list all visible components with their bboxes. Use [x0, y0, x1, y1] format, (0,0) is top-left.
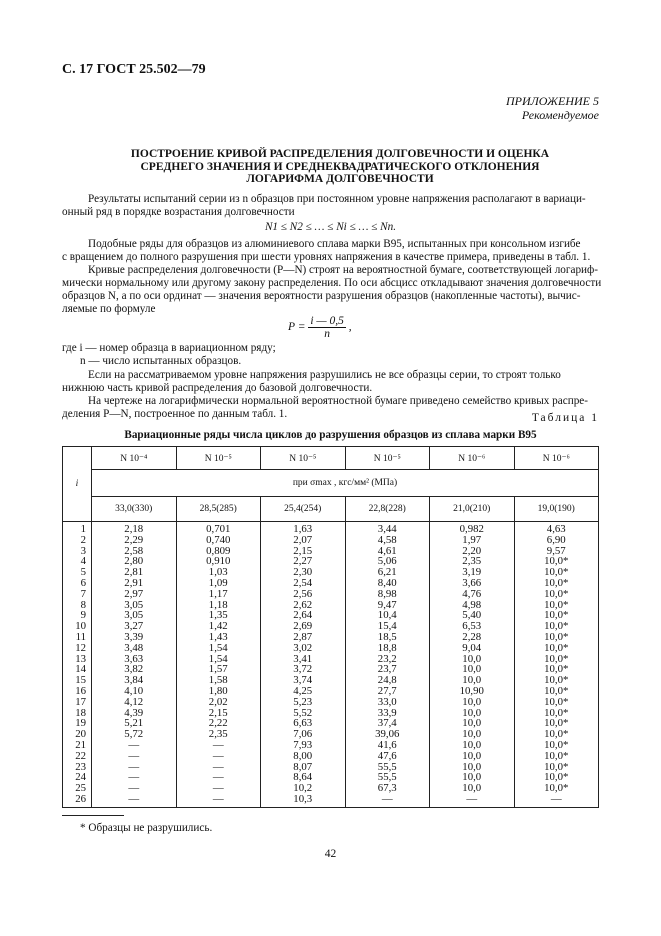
- stress-level: 21,0(210): [430, 497, 515, 522]
- table-cell: 10,0*: [514, 762, 599, 773]
- row-index: 1: [63, 522, 92, 535]
- row-index: 2: [63, 535, 92, 546]
- table-cell: 1,97: [430, 535, 515, 546]
- table-cell: 10,0*: [514, 783, 599, 794]
- row-index: 4: [63, 556, 92, 567]
- table-cell: 1,43: [176, 632, 261, 643]
- table-cell: 1,57: [176, 664, 261, 675]
- table-cell: 2,91: [92, 578, 177, 589]
- table-row: [63, 751, 599, 762]
- table-cell: 2,30: [261, 567, 346, 578]
- cycle-header: N 10⁻⁵: [261, 447, 346, 470]
- section-title: [80, 148, 600, 186]
- table-cell: 6,90: [514, 535, 599, 546]
- row-index: 9: [63, 610, 92, 621]
- table-cell: 6,21: [345, 567, 430, 578]
- table-cell: 5,21: [92, 718, 177, 729]
- table-cell: 10,0: [430, 697, 515, 708]
- table-cell: 9,57: [514, 546, 599, 557]
- table-cell: 0,910: [176, 556, 261, 567]
- table-cell: 10,0*: [514, 632, 599, 643]
- table-cell: 2,97: [92, 589, 177, 600]
- paragraph-line: На чертеже на логарифмически нормальной вероятностной бумаге приведено семейство кривых распре-: [88, 395, 588, 407]
- row-index: 5: [63, 567, 92, 578]
- table-cell: 3,27: [92, 621, 177, 632]
- table-cell: 9,47: [345, 600, 430, 611]
- paragraph-line: деления P—N, построенное по данным табл. 1.: [62, 408, 288, 420]
- table-cell: 10,0: [430, 718, 515, 729]
- paragraph-line: образцов N, а по оси ординат — значения вероятности разрушения образцов (накопленные частоты), вычис-: [62, 290, 581, 302]
- table-cell: 10,3: [261, 794, 346, 807]
- appendix-status: Рекомендуемое: [521, 108, 599, 122]
- table-row: [63, 589, 599, 600]
- table-cell: 2,27: [261, 556, 346, 567]
- table-cell: 10,0: [430, 708, 515, 719]
- table-cell: 2,15: [176, 708, 261, 719]
- table-cell: 2,15: [261, 546, 346, 557]
- table-cell: 2,22: [176, 718, 261, 729]
- table-cell: 2,69: [261, 621, 346, 632]
- footnote-rule: [62, 815, 124, 816]
- table-cell: 5,23: [261, 697, 346, 708]
- series-formula: N1 ≤ N2 ≤ … ≤ Ni ≤ … ≤ Nn.: [264, 221, 397, 233]
- table-cell: 10,2: [261, 783, 346, 794]
- table-cell: —: [176, 772, 261, 783]
- table-cell: 10,0*: [514, 675, 599, 686]
- row-index: 13: [63, 654, 92, 665]
- table-cell: 0,809: [176, 546, 261, 557]
- table-cell: 1,35: [176, 610, 261, 621]
- table-cell: 10,0: [430, 783, 515, 794]
- table-cell: 10,0*: [514, 686, 599, 697]
- page-number: 42: [324, 848, 337, 860]
- table-cell: 7,93: [261, 740, 346, 751]
- table-cell: 2,80: [92, 556, 177, 567]
- table-cell: 23,2: [345, 654, 430, 665]
- title-line: СРЕДНЕГО ЗНАЧЕНИЯ И СРЕДНЕКВАДРАТИЧЕСКОГО ОТКЛОНЕНИЯ: [140, 160, 540, 173]
- stress-level: 22,8(228): [345, 497, 430, 522]
- table-cell: 10,0*: [514, 718, 599, 729]
- formula-lhs: P =: [288, 321, 306, 334]
- table-cell: —: [430, 794, 515, 807]
- row-index: 15: [63, 675, 92, 686]
- paragraph-line: Если на рассматриваемом уровне напряжения разрушились не все образцы серии, то строят только: [88, 369, 561, 381]
- table-cell: 3,02: [261, 643, 346, 654]
- row-index: 10: [63, 621, 92, 632]
- formula-numerator: i — 0,5: [310, 315, 344, 327]
- table-cell: 0,982: [430, 522, 515, 535]
- table-cell: 2,28: [430, 632, 515, 643]
- table-cell: 10,0*: [514, 654, 599, 665]
- table-cell: 10,0: [430, 729, 515, 740]
- table-row: [63, 762, 599, 773]
- table-cell: 1,54: [176, 654, 261, 665]
- table-cell: —: [92, 794, 177, 807]
- table-cell: —: [514, 794, 599, 807]
- table-cell: 1,03: [176, 567, 261, 578]
- table-cell: 41,6: [345, 740, 430, 751]
- stress-level: 28,5(285): [176, 497, 261, 522]
- table-cell: 2,62: [261, 600, 346, 611]
- paragraph-line: нижнюю часть кривой распределения до базовой долговечности.: [62, 382, 373, 394]
- paragraph-line: Кривые распределения долговечности (P—N) строят на вероятностной бумаге, соответствующей логариф-: [88, 264, 598, 276]
- table-cell: 1,42: [176, 621, 261, 632]
- table-cell: 6,53: [430, 621, 515, 632]
- table-cell: 1,63: [261, 522, 346, 535]
- table-cell: 1,17: [176, 589, 261, 600]
- table-cell: 39,06: [345, 729, 430, 740]
- cycle-header: N 10⁻⁶: [514, 447, 599, 470]
- cycle-header: N 10⁻⁵: [345, 447, 430, 470]
- row-index: 23: [63, 762, 92, 773]
- table-cell: 1,09: [176, 578, 261, 589]
- appendix-label: ПРИЛОЖЕНИЕ 5: [506, 94, 599, 108]
- table-cell: 2,56: [261, 589, 346, 600]
- row-index: 6: [63, 578, 92, 589]
- table-cell: 10,0*: [514, 600, 599, 611]
- table-cell: 33,9: [345, 708, 430, 719]
- table-cell: 5,40: [430, 610, 515, 621]
- table-cell: 10,0*: [514, 621, 599, 632]
- row-index: 17: [63, 697, 92, 708]
- table-row: [63, 772, 599, 783]
- index-header: i: [63, 447, 92, 522]
- row-index: 12: [63, 643, 92, 654]
- table-cell: —: [92, 772, 177, 783]
- table-cell: 10,0*: [514, 697, 599, 708]
- table-cell: 10,0: [430, 772, 515, 783]
- table-cell: —: [176, 751, 261, 762]
- where-line: где i — номер образца в вариационном ряду;: [62, 342, 276, 354]
- cycle-header: N 10⁻⁴: [92, 447, 177, 470]
- formula-tail: ,: [348, 321, 352, 334]
- table-cell: 47,6: [345, 751, 430, 762]
- table-cell: 10,0: [430, 654, 515, 665]
- table-cell: 2,35: [430, 556, 515, 567]
- table-cell: 27,7: [345, 686, 430, 697]
- table-cell: 7,06: [261, 729, 346, 740]
- table-cell: 5,52: [261, 708, 346, 719]
- table-cell: 2,58: [92, 546, 177, 557]
- table-cell: 2,64: [261, 610, 346, 621]
- table-cell: 10,90: [430, 686, 515, 697]
- table-cell: 10,0*: [514, 729, 599, 740]
- probability-formula: [288, 315, 352, 340]
- table-cell: 10,0*: [514, 578, 599, 589]
- table-cell: 6,63: [261, 718, 346, 729]
- row-index: 8: [63, 600, 92, 611]
- table-cell: 2,29: [92, 535, 177, 546]
- row-index: 18: [63, 708, 92, 719]
- appendix-block: [506, 94, 599, 122]
- table-cell: 10,0*: [514, 751, 599, 762]
- table-cell: 10,0: [430, 751, 515, 762]
- table-cell: 2,07: [261, 535, 346, 546]
- table-cell: 10,0*: [514, 556, 599, 567]
- table-cell: 15,4: [345, 621, 430, 632]
- stress-level: 33,0(330): [92, 497, 177, 522]
- row-index: 16: [63, 686, 92, 697]
- table-row: [63, 522, 599, 535]
- formula-fraction: [308, 315, 346, 340]
- table-cell: —: [176, 794, 261, 807]
- table-cell: 1,58: [176, 675, 261, 686]
- row-index: 22: [63, 751, 92, 762]
- row-index: 14: [63, 664, 92, 675]
- table-cell: 67,3: [345, 783, 430, 794]
- paragraph-line: Результаты испытаний серии из n образцов при постоянном уровне напряжения располагают в вариаци-: [88, 193, 586, 205]
- table-row: [63, 794, 599, 807]
- title-line: ЛОГАРИФМА ДОЛГОВЕЧНОСТИ: [246, 173, 434, 185]
- paragraph-line: Подобные ряды для образцов из алюминиевого сплава марки В95, испытанных при консольном изгибе: [88, 238, 581, 250]
- table-cell: 10,0: [430, 740, 515, 751]
- table-cell: 8,00: [261, 751, 346, 762]
- table-cell: 3,44: [345, 522, 430, 535]
- row-index: 20: [63, 729, 92, 740]
- table-cell: —: [176, 740, 261, 751]
- table-label: Таблица 1: [531, 412, 599, 424]
- table-cell: 10,0*: [514, 610, 599, 621]
- row-index: 21: [63, 740, 92, 751]
- table-row: [63, 535, 599, 546]
- table-cell: 3,05: [92, 600, 177, 611]
- table-cell: —: [176, 783, 261, 794]
- table-cell: 3,72: [261, 664, 346, 675]
- row-index: 7: [63, 589, 92, 600]
- table-cell: 8,64: [261, 772, 346, 783]
- table-cell: 10,0*: [514, 664, 599, 675]
- table-cell: 4,76: [430, 589, 515, 600]
- table-cell: 2,18: [92, 522, 177, 535]
- table-caption: Вариационные ряды числа циклов до разрушения образцов из сплава марки В95: [124, 429, 537, 441]
- table-cell: 55,5: [345, 762, 430, 773]
- table-cell: 2,20: [430, 546, 515, 557]
- table-cell: —: [92, 740, 177, 751]
- table-cell: 2,54: [261, 578, 346, 589]
- paragraph-line: мически нормальному или другому закону распределения. По оси абсцисс откладывают значения долговечности: [62, 277, 602, 289]
- table-cell: 5,72: [92, 729, 177, 740]
- table-cell: 3,74: [261, 675, 346, 686]
- table-cell: 24,8: [345, 675, 430, 686]
- table-cell: 23,7: [345, 664, 430, 675]
- table-cell: 3,39: [92, 632, 177, 643]
- table-cell: 9,04: [430, 643, 515, 654]
- document-header: С. 17 ГОСТ 25.502—79: [62, 62, 206, 77]
- table-cell: —: [92, 751, 177, 762]
- table-cell: 4,25: [261, 686, 346, 697]
- formula-denominator: n: [324, 328, 330, 340]
- table-cell: 3,63: [92, 654, 177, 665]
- table-cell: 2,35: [176, 729, 261, 740]
- table-cell: 10,0*: [514, 740, 599, 751]
- table-cell: 4,98: [430, 600, 515, 611]
- table-cell: 10,0: [430, 762, 515, 773]
- table-cell: 18,5: [345, 632, 430, 643]
- table-cell: —: [345, 794, 430, 807]
- table-body: [63, 522, 599, 808]
- table-cell: —: [176, 762, 261, 773]
- paragraph-line: с вращением до полного разрушения при шести уровнях напряжения в качестве примера, приведены в табл. 1.: [62, 251, 591, 263]
- table-cell: 10,4: [345, 610, 430, 621]
- table-cell: 1,18: [176, 600, 261, 611]
- table-cell: —: [92, 762, 177, 773]
- table-cell: 1,80: [176, 686, 261, 697]
- row-index: 3: [63, 546, 92, 557]
- table-cell: 10,0*: [514, 708, 599, 719]
- title-line: ПОСТРОЕНИЕ КРИВОЙ РАСПРЕДЕЛЕНИЯ ДОЛГОВЕЧНОСТИ И ОЦЕНКА: [130, 148, 550, 160]
- table-cell: 10,0*: [514, 567, 599, 578]
- row-index: 25: [63, 783, 92, 794]
- table-cell: 2,81: [92, 567, 177, 578]
- table-cell: 2,87: [261, 632, 346, 643]
- table-cell: 3,84: [92, 675, 177, 686]
- row-index: 26: [63, 794, 92, 807]
- table-row: [63, 783, 599, 794]
- paragraph-line: онный ряд в порядке возрастания долговечности: [62, 206, 295, 218]
- table-cell: 18,8: [345, 643, 430, 654]
- cycle-header: N 10⁻⁵: [176, 447, 261, 470]
- table-cell: —: [92, 783, 177, 794]
- table-cell: 3,41: [261, 654, 346, 665]
- table-cell: 10,0: [430, 664, 515, 675]
- table-cell: 3,82: [92, 664, 177, 675]
- stress-level: 19,0(190): [514, 497, 599, 522]
- table-cell: 0,740: [176, 535, 261, 546]
- table-cell: 4,63: [514, 522, 599, 535]
- row-index: 11: [63, 632, 92, 643]
- table-cell: 4,10: [92, 686, 177, 697]
- cycle-header: N 10⁻⁶: [430, 447, 515, 470]
- table-row: [63, 740, 599, 751]
- table-cell: 1,54: [176, 643, 261, 654]
- stress-header: при σmax , кгс/мм² (МПа): [92, 470, 599, 497]
- table-cell: 10,0*: [514, 643, 599, 654]
- table-row: [63, 729, 599, 740]
- row-index: 24: [63, 772, 92, 783]
- table-cell: 10,0*: [514, 772, 599, 783]
- stress-level: 25,4(254): [261, 497, 346, 522]
- footnote: * Образцы не разрушились.: [80, 822, 213, 834]
- table-cell: 37,4: [345, 718, 430, 729]
- table-cell: 55,5: [345, 772, 430, 783]
- row-index: 19: [63, 718, 92, 729]
- table-cell: 4,39: [92, 708, 177, 719]
- table-cell: 3,05: [92, 610, 177, 621]
- table-cell: 10,0: [430, 675, 515, 686]
- table-row: [63, 697, 599, 708]
- table-cell: 3,66: [430, 578, 515, 589]
- table-cell: 3,48: [92, 643, 177, 654]
- table-cell: 8,40: [345, 578, 430, 589]
- table-row: [63, 643, 599, 654]
- paragraph-line: ляемые по формуле: [62, 303, 156, 315]
- table-cell: 8,07: [261, 762, 346, 773]
- table-cell: 2,02: [176, 697, 261, 708]
- table-cell: 33,0: [345, 697, 430, 708]
- table-cell: 8,98: [345, 589, 430, 600]
- table-cell: 4,61: [345, 546, 430, 557]
- table-cell: 4,12: [92, 697, 177, 708]
- table-cell: 0,701: [176, 522, 261, 535]
- table-cell: 5,06: [345, 556, 430, 567]
- table-cell: 3,19: [430, 567, 515, 578]
- table-cell: 4,58: [345, 535, 430, 546]
- table-cell: 10,0*: [514, 589, 599, 600]
- data-table: [62, 446, 599, 808]
- where-line: n — число испытанных образцов.: [80, 355, 242, 367]
